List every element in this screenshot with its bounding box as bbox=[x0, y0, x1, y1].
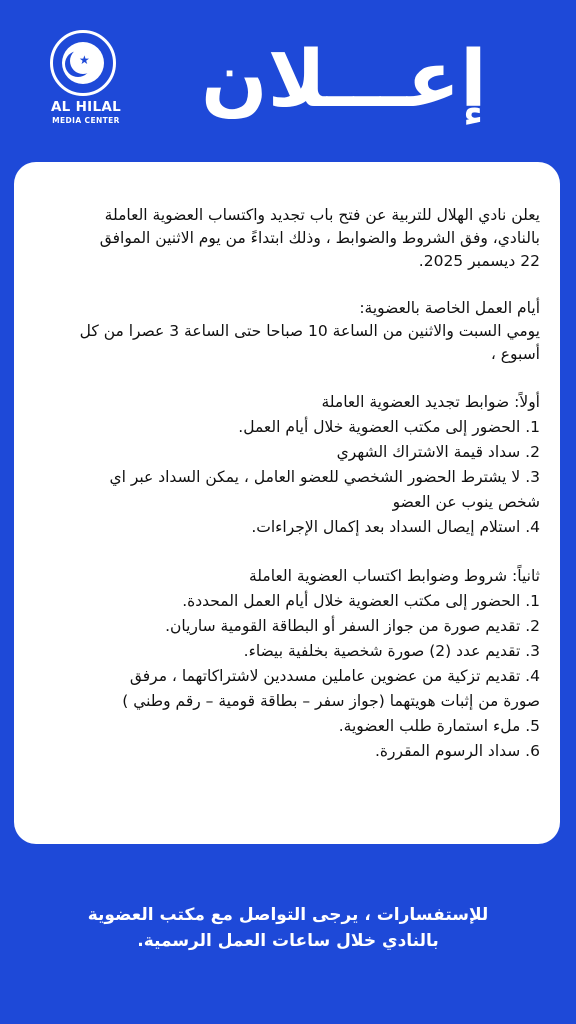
list-item: 1. الحضور إلى مكتب العضوية خلال أيام العمل المحددة. bbox=[182, 592, 540, 610]
acquisition-section bbox=[34, 564, 540, 764]
announcement-card bbox=[14, 162, 560, 844]
list-item: 4. استلام إيصال السداد بعد إكمال الإجراءات. bbox=[251, 518, 540, 536]
list-item: 3. تقديم عدد (2) صورة شخصية بخلفية بيضاء. bbox=[243, 642, 540, 660]
footer-note bbox=[40, 902, 536, 954]
intro-paragraph bbox=[34, 204, 540, 273]
working-days-section bbox=[34, 297, 540, 366]
section-heading: ثانياً: شروط وضوابط اكتساب العضوية العاملة bbox=[248, 567, 540, 585]
footer-line: للإستفسارات ، يرجى التواصل مع مكتب العضوية bbox=[87, 905, 489, 925]
section-heading: أيام العمل الخاصة بالعضوية: bbox=[359, 299, 540, 317]
list-item: 1. الحضور إلى مكتب العضوية خلال أيام العمل. bbox=[238, 418, 540, 436]
list-item: 2. سداد قيمة الاشتراك الشهري bbox=[336, 443, 540, 461]
intro-line: يعلن نادي الهلال للتربية عن فتح باب تجديد واكتساب العضوية العاملة bbox=[104, 206, 540, 224]
list-item: صورة من إثبات هويتهما (جواز سفر – بطاقة قومية – رقم وطني ) bbox=[122, 692, 540, 710]
list-item: 5. ملء استمارة طلب العضوية. bbox=[338, 717, 540, 735]
intro-line: 22 ديسمبر 2025. bbox=[418, 252, 540, 270]
working-days-line: يومي السبت والاثنين من الساعة 10 صباحا حتى الساعة 3 عصرا من كل bbox=[79, 322, 540, 340]
list-item: 3. لا يشترط الحضور الشخصي للعضو العامل ، يمكن السداد عبر اي bbox=[109, 468, 540, 486]
list-item: 2. تقديم صورة من جواز السفر أو البطاقة القومية ساريان. bbox=[165, 617, 540, 635]
footer-line: بالنادي خلال ساعات العمل الرسمية. bbox=[137, 931, 439, 951]
logo-subtitle: MEDIA CENTER bbox=[52, 116, 120, 125]
logo-emblem bbox=[50, 30, 116, 96]
crescent-icon: ★ bbox=[62, 42, 104, 84]
announcement-title: إعـــلان bbox=[201, 35, 487, 125]
intro-line: بالنادي، وفق الشروط والضوابط ، وذلك ابتداءً من يوم الاثنين الموافق bbox=[99, 229, 540, 247]
logo-name: AL HILAL bbox=[50, 99, 122, 115]
list-item: 4. تقديم تزكية من عضوين عاملين مسددين لاشتراكاتهما ، مرفق bbox=[129, 667, 540, 685]
club-logo bbox=[40, 30, 132, 130]
working-days-line: أسبوع ، bbox=[490, 345, 540, 363]
list-item: شخص ينوب عن العضو bbox=[392, 493, 540, 511]
list-item: 6. سداد الرسوم المقررة. bbox=[374, 742, 540, 760]
renewal-section bbox=[34, 390, 540, 540]
section-heading: أولاً: ضوابط تجديد العضوية العاملة bbox=[321, 393, 540, 411]
